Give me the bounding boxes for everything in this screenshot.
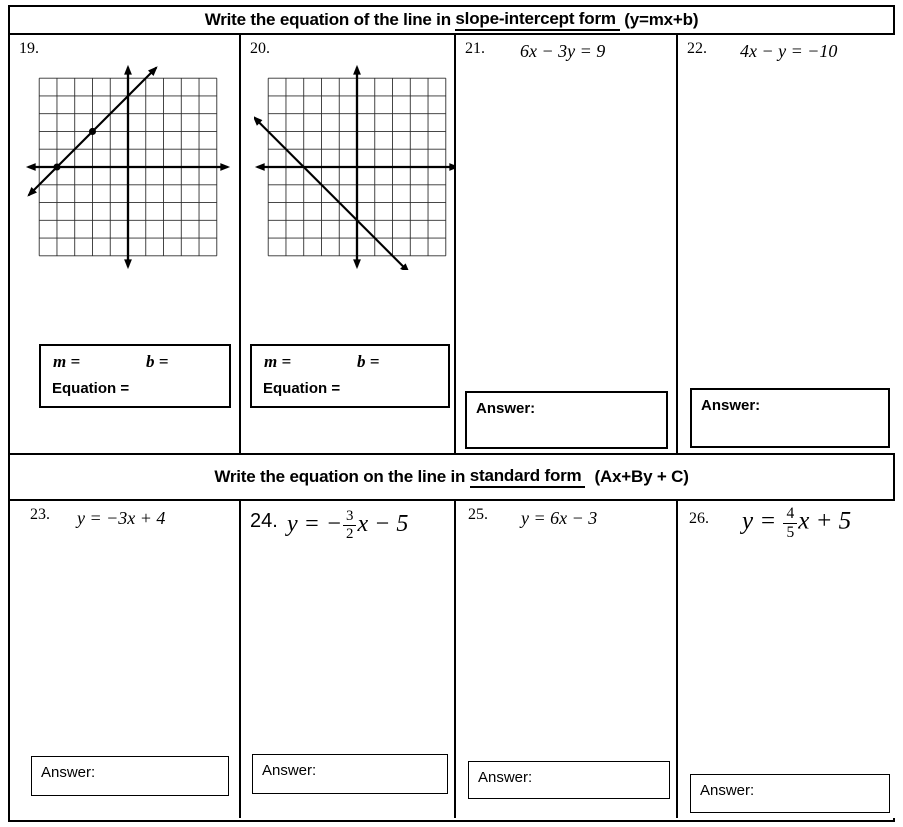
equation-label: Equation =: [263, 380, 341, 397]
m-label: m =: [53, 352, 81, 371]
problem-26-cell: [678, 501, 897, 818]
section2-title-prefix: Write the equation on the line in: [214, 467, 470, 486]
problem-25-equation: y = 6x − 3: [521, 508, 598, 528]
section2-title-underlined: standard form: [470, 466, 586, 488]
problem-26-equation: y = $\frac{4}{5}$ x + 5: [742, 505, 852, 541]
problem-20-answer-box[interactable]: [250, 344, 450, 408]
fraction: $\frac{3}{2}$: [343, 509, 356, 542]
problem-23-equation: y = −3x + 4: [77, 508, 166, 528]
section1-title-suffix: (y=mx+b): [619, 10, 699, 29]
problem-22-number: 22.: [687, 40, 707, 57]
problem-25-cell: [456, 501, 678, 818]
problem-19-graph: [25, 64, 231, 270]
section1-title: [10, 7, 893, 35]
problem-23-answer-box[interactable]: [31, 756, 229, 796]
b-label: b =: [357, 352, 380, 371]
worksheet-table: [8, 5, 895, 822]
problems-row-2: [10, 501, 893, 818]
answer-label: Answer:: [700, 782, 755, 799]
problem-21-cell: [456, 35, 678, 453]
section2-title: [10, 453, 893, 501]
problem-23-cell: [10, 501, 241, 818]
problem-22-answer-box[interactable]: [690, 388, 890, 448]
problem-22-equation: 4x − y = −10: [740, 41, 838, 61]
problem-25-number: 25.: [468, 506, 488, 523]
answer-label: Answer:: [478, 769, 533, 786]
section1-title-underlined: slope-intercept form: [455, 9, 619, 31]
section1-title-prefix: Write the equation of the line in: [204, 10, 456, 29]
equation-label: Equation =: [52, 380, 130, 397]
problem-20-cell: [241, 35, 456, 453]
problem-19-cell: [10, 35, 241, 453]
problem-26-answer-box[interactable]: [690, 774, 890, 813]
problem-20-graph: [254, 64, 460, 270]
section2-title-suffix: (Ax+By + C): [585, 467, 689, 486]
problem-26-number: 26.: [689, 510, 709, 527]
problem-23-number: 23.: [30, 506, 50, 523]
problem-19-answer-box[interactable]: [39, 344, 231, 408]
answer-label: Answer:: [701, 397, 761, 414]
problem-22-cell: [678, 35, 897, 453]
b-label: b =: [146, 352, 169, 371]
answer-label: Answer:: [41, 764, 96, 781]
problem-21-equation: 6x − 3y = 9: [520, 41, 606, 61]
problem-19-number: 19.: [19, 40, 39, 57]
fraction: $\frac{4}{5}$: [783, 506, 797, 540]
problem-24-equation: y = − $\frac{3}{2}$ x − 5: [287, 508, 409, 542]
problem-25-answer-box[interactable]: [468, 761, 670, 799]
problems-row-1: [10, 35, 893, 453]
answer-label: Answer:: [476, 400, 536, 417]
problem-21-answer-box[interactable]: [465, 391, 668, 449]
m-label: m =: [264, 352, 292, 371]
problem-21-number: 21.: [465, 40, 485, 57]
problem-24-cell: [241, 501, 456, 818]
answer-label: Answer:: [262, 762, 317, 779]
problem-24-number: 24.: [250, 510, 278, 532]
problem-20-number: 20.: [250, 40, 270, 57]
problem-24-answer-box[interactable]: [252, 754, 448, 794]
